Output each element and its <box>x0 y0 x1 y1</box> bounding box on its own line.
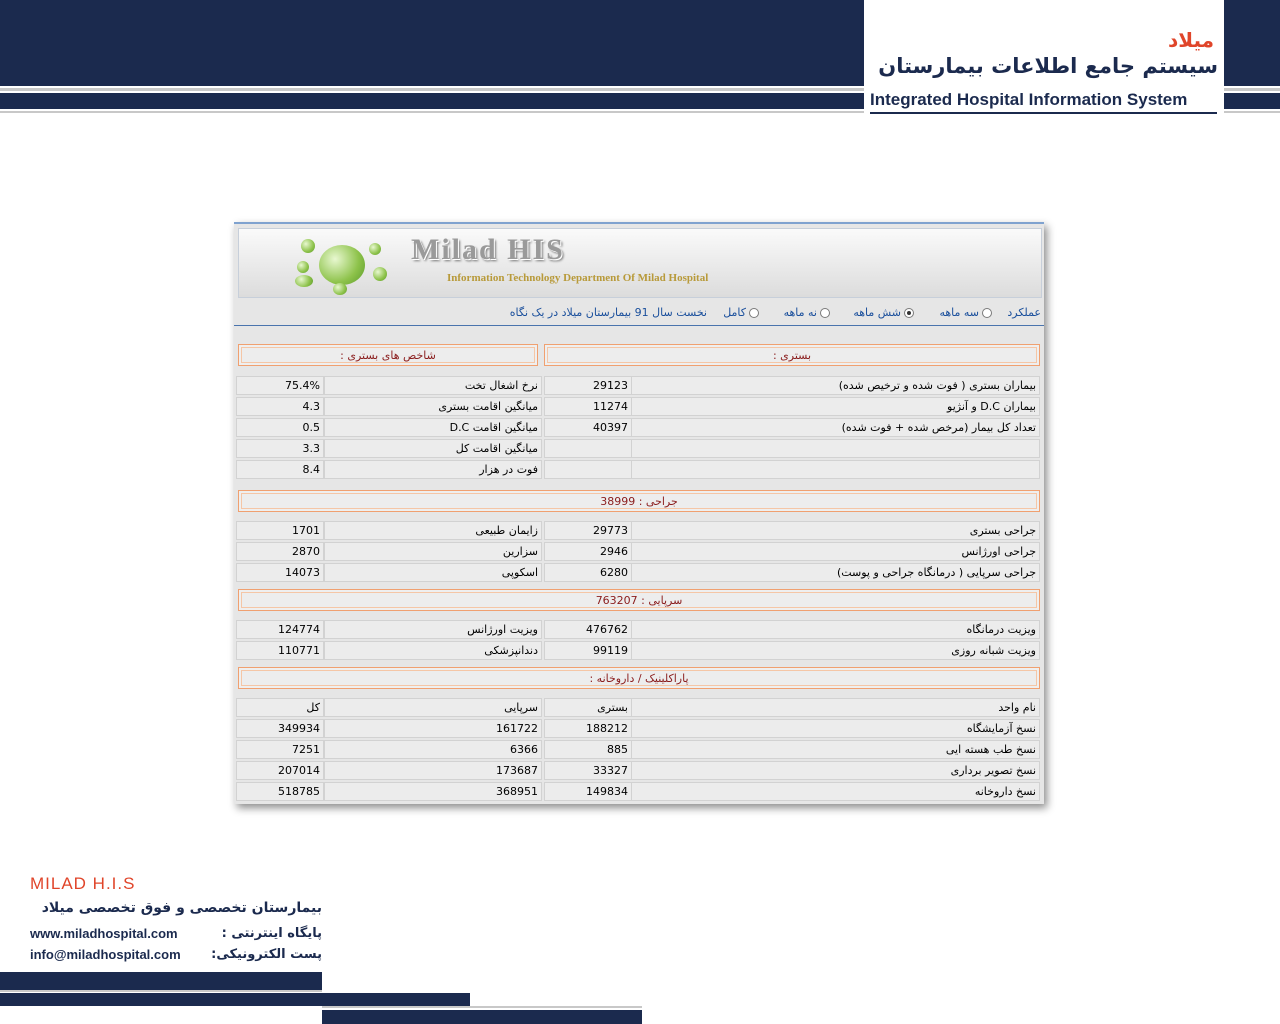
surgery-row-label: جراحی اورژانس <box>630 542 1040 561</box>
footer-website[interactable]: www.miladhospital.com <box>30 926 178 941</box>
surgery-row-value: 2870 <box>236 542 324 561</box>
outpatient-row-value: 110771 <box>236 641 324 660</box>
footer-website-label: پایگاه اینترنتی : <box>221 926 322 941</box>
paraclinic-row-value: 368951 <box>324 782 542 801</box>
radio-icon[interactable] <box>749 308 759 318</box>
banner-title: Milad HIS <box>411 233 565 266</box>
section-outpatient-title: سرپایی : 763207 <box>241 592 1037 608</box>
paraclinic-row-value: 885 <box>544 740 632 759</box>
paraclinic-row-value: 161722 <box>324 719 542 738</box>
indicator-row-value: 8.4 <box>236 460 324 479</box>
radio-icon[interactable] <box>820 308 830 318</box>
paraclinic-row-value: 518785 <box>236 782 324 801</box>
outpatient-row-value: 124774 <box>236 620 324 639</box>
option-three-months[interactable] <box>939 306 992 319</box>
paraclinic-row-label: نسخ داروخانه <box>630 782 1040 801</box>
surgery-row-value: 2946 <box>544 542 632 561</box>
paraclinic-row-value: 188212 <box>544 719 632 738</box>
header-divider-lower <box>0 111 864 113</box>
footer-email-line <box>30 947 322 962</box>
header-divider-lower-right <box>1224 111 1280 113</box>
surgery-row-label: زایمان طبیعی <box>324 521 542 540</box>
outpatient-row-value: 99119 <box>544 641 632 660</box>
paraclinic-row-value: سرپایی <box>324 698 542 717</box>
paraclinic-row-value: 33327 <box>544 761 632 780</box>
footer-email-label: پست الکترونیکی: <box>211 947 322 962</box>
footer-divider-1 <box>0 990 322 992</box>
options-label: عملکرد <box>1007 306 1041 319</box>
inpatient-row-value: 29123 <box>544 376 632 395</box>
surgery-row-label: جراحی بستری <box>630 521 1040 540</box>
footer-email[interactable]: info@miladhospital.com <box>30 947 181 962</box>
surgery-row-value: 29773 <box>544 521 632 540</box>
section-paraclinic <box>238 667 1040 689</box>
header-band-lower-right <box>1224 93 1280 109</box>
option-six-months[interactable] <box>853 306 914 319</box>
paraclinic-row-value: بستری <box>544 698 632 717</box>
section-inpatient <box>544 344 1040 366</box>
paraclinic-row-value: 207014 <box>236 761 324 780</box>
footer-band-1 <box>0 972 322 990</box>
surgery-row-value: 1701 <box>236 521 324 540</box>
paraclinic-row-value: کل <box>236 698 324 717</box>
banner <box>238 228 1042 298</box>
paraclinic-row-value: 6366 <box>324 740 542 759</box>
dashboard-window <box>234 222 1044 804</box>
header-band <box>0 0 864 86</box>
indicator-row-label: میانگین اقامت بستری <box>324 397 542 416</box>
indicator-row-label: میانگین اقامت کل <box>324 439 542 458</box>
inpatient-row-label <box>630 439 1040 458</box>
indicator-row-label: میانگین اقامت D.C <box>324 418 542 437</box>
brand-full-name: سیستم جامع اطلاعات بیمارستان <box>878 54 1218 78</box>
footer-title: MILAD H.I.S <box>30 874 136 893</box>
surgery-row-label: سزارین <box>324 542 542 561</box>
inpatient-row-label <box>630 460 1040 479</box>
inpatient-row-label: تعداد کل بیمار (مرخص شده + فوت شده) <box>630 418 1040 437</box>
indicator-row-label: نرخ اشغال تخت <box>324 376 542 395</box>
section-inpatient-indicators <box>238 344 538 366</box>
section-inpatient-title: بستری : <box>547 347 1037 363</box>
header-band-right <box>1224 0 1280 86</box>
banner-subtitle: Information Technology Department Of Milad Hospital <box>447 272 709 284</box>
brand-english-name: Integrated Hospital Information System <box>870 90 1188 109</box>
inpatient-row-value <box>544 460 632 479</box>
outpatient-row-label: ویزیت اورژانس <box>324 620 542 639</box>
section-paraclinic-title: پاراکلینیک / داروخانه : <box>241 670 1037 686</box>
inpatient-row-value: 40397 <box>544 418 632 437</box>
radio-selected-icon[interactable] <box>904 308 914 318</box>
footer-band-3 <box>322 1010 642 1024</box>
paraclinic-row-label: نسخ آزمایشگاه <box>630 719 1040 738</box>
option-label: کامل <box>723 306 746 319</box>
surgery-row-value: 14073 <box>236 563 324 582</box>
surgery-row-label: اسکوپی <box>324 563 542 582</box>
options-divider <box>234 325 1044 326</box>
outpatient-row-label: دندانپزشکی <box>324 641 542 660</box>
header-divider-right <box>1224 88 1280 91</box>
header-divider <box>0 88 864 91</box>
section-indicators-title: شاخص های بستری : <box>241 347 535 363</box>
footer-band-2 <box>0 993 470 1006</box>
option-nine-months[interactable] <box>784 306 830 319</box>
paraclinic-row-label: نسخ طب هسته ایی <box>630 740 1040 759</box>
options-caption: نخست سال 91 بیمارستان میلاد در یک نگاه <box>509 306 707 319</box>
section-surgery <box>238 490 1040 512</box>
radio-icon[interactable] <box>982 308 992 318</box>
header-band-lower <box>0 93 864 109</box>
paraclinic-row-value: 173687 <box>324 761 542 780</box>
indicator-row-value: 3.3 <box>236 439 324 458</box>
paraclinic-row-label: نام واحد <box>630 698 1040 717</box>
option-label: سه ماهه <box>939 306 979 319</box>
brand-short-name: میلاد <box>1168 28 1214 52</box>
footer-hospital-name: بیمارستان تخصصی و فوق تخصصی میلاد <box>41 900 322 916</box>
indicator-row-value: 0.5 <box>236 418 324 437</box>
surgery-row-value: 6280 <box>544 563 632 582</box>
footer-website-line <box>30 926 322 941</box>
outpatient-row-value: 476762 <box>544 620 632 639</box>
option-label: نه ماهه <box>783 306 817 319</box>
option-label: شش ماهه <box>853 306 901 319</box>
period-options <box>234 304 1044 326</box>
option-full[interactable] <box>723 306 759 319</box>
footer-divider-2 <box>322 1006 642 1008</box>
outpatient-row-label: ویزیت درمانگاه <box>630 620 1040 639</box>
brand-underline <box>870 112 1217 114</box>
indicator-row-label: فوت در هزار <box>324 460 542 479</box>
inpatient-row-label: بیماران بستری ( فوت شده و ترخیص شده) <box>630 376 1040 395</box>
section-surgery-title: جراحی : 38999 <box>241 493 1037 509</box>
indicator-row-value: 75.4% <box>236 376 324 395</box>
outpatient-row-label: ویزیت شبانه روزی <box>630 641 1040 660</box>
section-outpatient <box>238 589 1040 611</box>
paraclinic-row-value: 7251 <box>236 740 324 759</box>
paraclinic-row-value: 149834 <box>544 782 632 801</box>
paraclinic-row-value: 349934 <box>236 719 324 738</box>
indicator-row-value: 4.3 <box>236 397 324 416</box>
surgery-row-label: جراحی سرپایی ( درمانگاه جراحی و پوست) <box>630 563 1040 582</box>
inpatient-row-label: بیماران D.C و آنژیو <box>630 397 1040 416</box>
inpatient-row-value <box>544 439 632 458</box>
paraclinic-row-label: نسخ تصویر برداری <box>630 761 1040 780</box>
inpatient-row-value: 11274 <box>544 397 632 416</box>
